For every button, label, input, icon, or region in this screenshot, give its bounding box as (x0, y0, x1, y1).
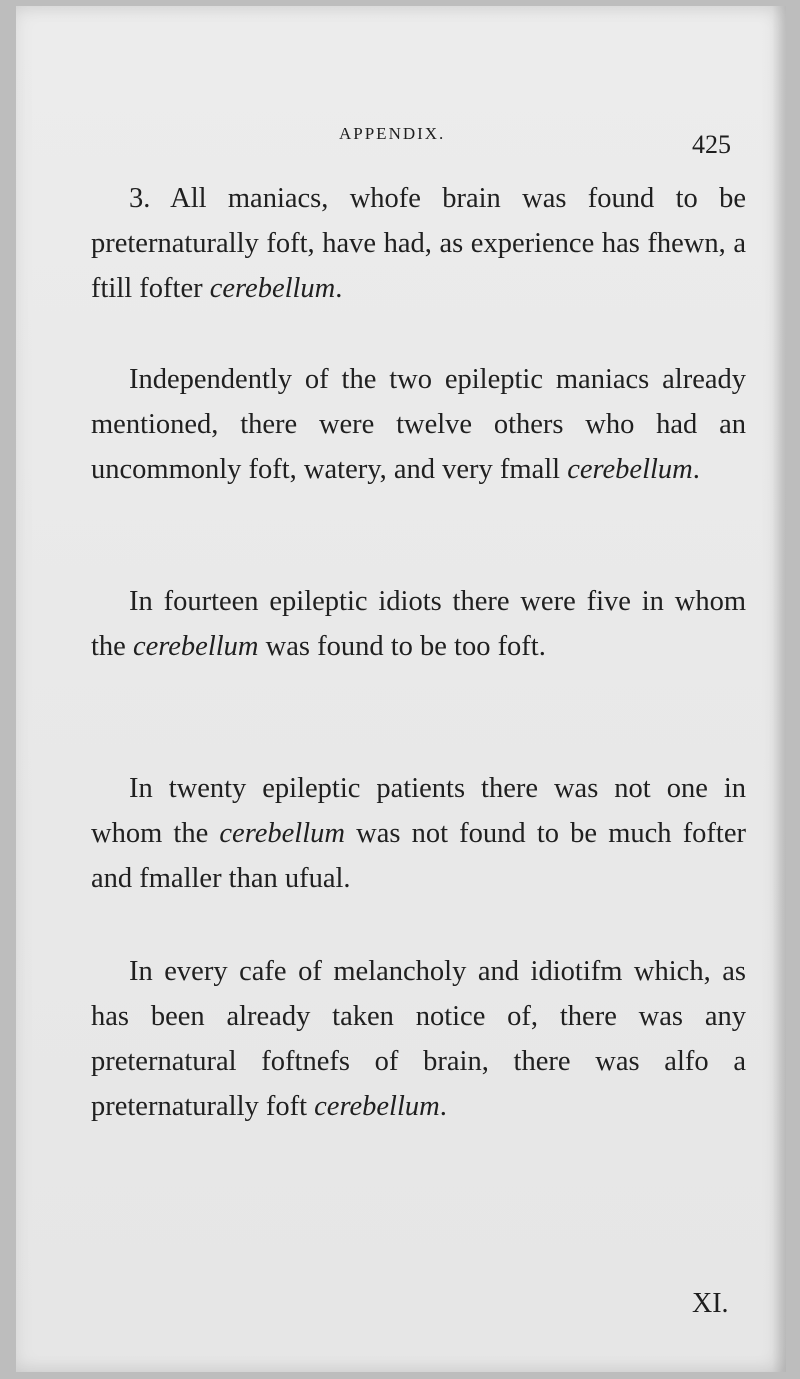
paragraph-4-text-before: In twenty epileptic patients there was not one in whom the (91, 773, 746, 849)
paragraph-1 (91, 176, 746, 311)
page-number: 425 (692, 130, 731, 159)
paragraph-5 (91, 949, 746, 1129)
paragraph-5-text-after: . (439, 1091, 447, 1122)
paragraph-2 (91, 357, 746, 492)
paragraph-5-term: cerebellum (314, 1091, 440, 1122)
paragraph-2-text-before: Independently of the two epileptic maniacs already mentioned, there were twelve others who had an uncommonly foft, watery, and very fmall (91, 364, 746, 485)
paragraph-3 (91, 579, 746, 669)
catchword: XI. (692, 1288, 729, 1319)
running-head: APPENDIX. (339, 124, 446, 143)
book-page (16, 6, 786, 1372)
paragraph-4-text-after: was not found to be much fofter and fmaller than ufual. (91, 818, 746, 894)
paragraph-3-text-after: was found to be too foft. (258, 631, 546, 662)
paragraph-2-text-after: . (692, 454, 700, 485)
paragraph-5-text-before: In every cafe of melancholy and idiotifm which, as has been already taken notice of, there was any preternatural foftnefs of brain, there was alfo a preternaturally foft (91, 956, 746, 1122)
paragraph-1-text-after: . (335, 273, 343, 304)
paragraph-4 (91, 766, 746, 901)
paragraph-3-term: cerebellum (132, 631, 259, 662)
paragraph-2-term: cerebellum (567, 454, 693, 485)
paragraph-1-text-before: 3. All maniacs, whofe brain was found to be preternaturally foft, have had, as experience has fhewn, a ftill fofter (91, 183, 746, 304)
paragraph-1-term: cerebellum (209, 273, 336, 304)
paragraph-3-text-before: In fourteen epileptic idiots there were five in whom the (91, 586, 746, 662)
paragraph-4-term: cerebellum (219, 818, 345, 849)
